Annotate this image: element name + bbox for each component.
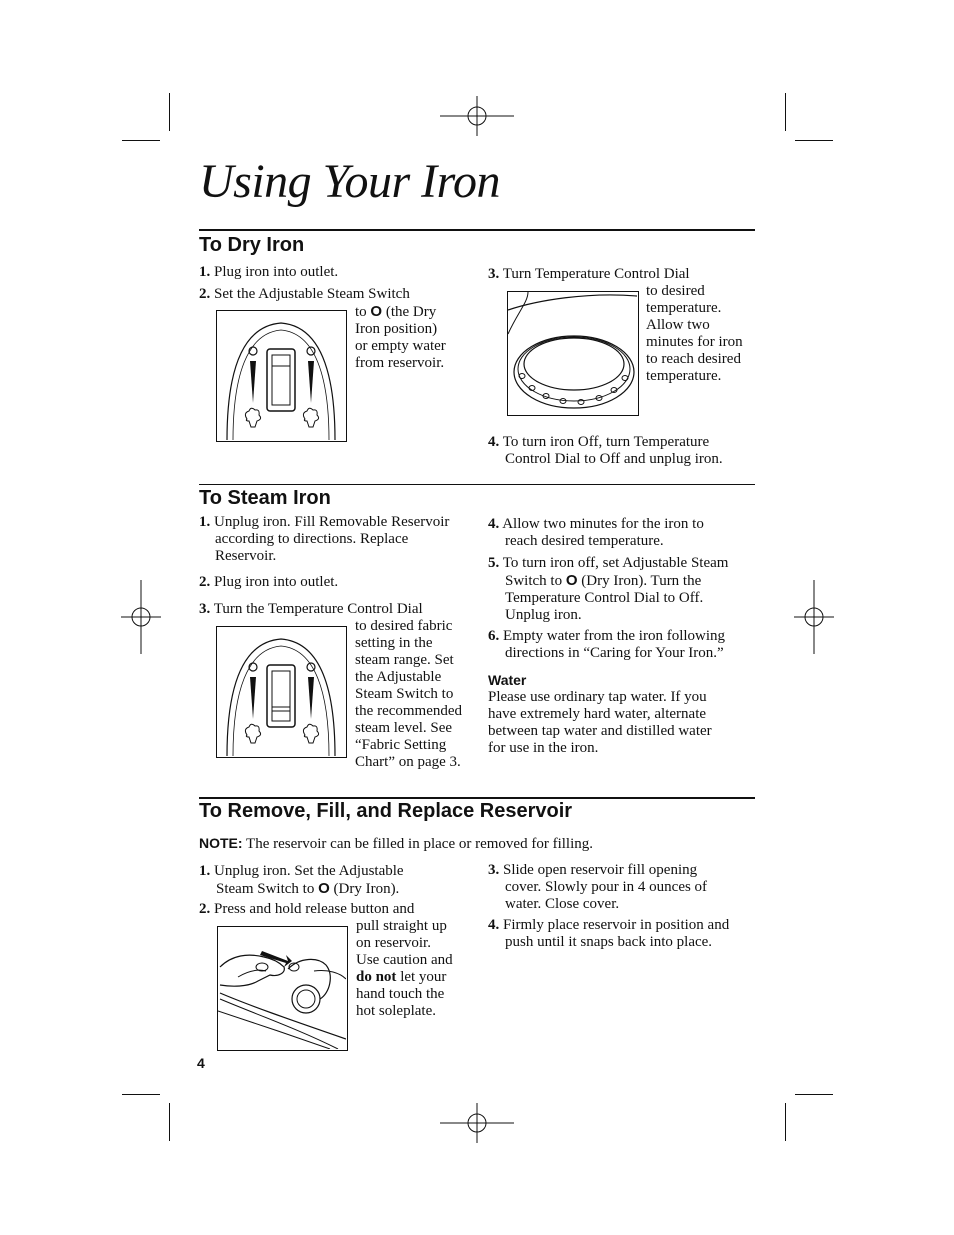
registration-mark-top xyxy=(440,96,514,136)
dry-step-2: 2. Set the Adjustable Steam Switch xyxy=(199,286,410,302)
steam-step-5: 5. To turn iron off, set Adjustable Steam Switch to O (Dry Iron). Turn the Temperature Control Dial to Off. Unplug iron. xyxy=(488,555,729,623)
page-title: Using Your Iron xyxy=(199,155,501,208)
dry-step-2-cont: to O (the Dry Iron position) or empty water from reservoir. xyxy=(355,303,446,371)
steam-iron-heading: To Steam Iron xyxy=(199,487,331,509)
dry-step-3-cont: to desired temperature. Allow two minutes for iron to reach desired temperature. xyxy=(646,283,743,384)
steam-switch-steam-illustration xyxy=(216,626,347,758)
reservoir-step-3: 3. Slide open reservoir fill opening cover. Slowly pour in 4 ounces of water. Close cover. xyxy=(488,862,708,912)
water-label: Water xyxy=(488,672,527,688)
steam-rule xyxy=(199,484,755,485)
steam-step-3: 3. Turn the Temperature Control Dial xyxy=(199,601,423,617)
reservoir-heading: To Remove, Fill, and Replace Reservoir xyxy=(199,800,573,822)
reservoir-note: NOTE: The reservoir can be filled in place or removed for filling. xyxy=(199,835,593,852)
remove-reservoir-illustration xyxy=(217,926,348,1051)
reservoir-step-2: 2. Press and hold release button and xyxy=(199,901,415,917)
registration-mark-bottom xyxy=(440,1103,514,1143)
water-text: Please use ordinary tap water. If you have extremely hard water, alternate between tap water and distilled water for use in the iron. xyxy=(488,689,712,756)
reservoir-step-4: 4. Firmly place reservoir in position and push until it snaps back into place. xyxy=(488,917,730,950)
dry-step-1: 1. Plug iron into outlet. xyxy=(199,264,339,280)
steam-step-1: 1. Unplug iron. Fill Removable Reservoir according to directions. Replace Reservoir. xyxy=(199,514,450,564)
steam-step-3-cont: to desired fabric setting in the steam range. Set the Adjustable Steam Switch to the recommended steam level. See “Fabric Setting Chart” on page 3. xyxy=(355,618,463,770)
dry-step-4: 4. To turn iron Off, turn Temperature Control Dial to Off and unplug iron. xyxy=(488,434,723,467)
steam-step-6: 6. Empty water from the iron following directions in “Caring for Your Iron.” xyxy=(488,628,726,661)
reservoir-rule xyxy=(199,797,755,799)
title-rule xyxy=(199,229,755,231)
dry-iron-heading: To Dry Iron xyxy=(199,234,305,256)
reservoir-step-2-cont: pull straight up on reservoir. Use caution and do not let your hand touch the hot soleplate. xyxy=(356,918,453,1019)
registration-mark-right xyxy=(794,580,834,654)
steam-step-2: 2. Plug iron into outlet. xyxy=(199,574,339,590)
steam-switch-dry-illustration xyxy=(216,310,347,442)
reservoir-step-1: 1. Unplug iron. Set the Adjustable Steam Switch to O (Dry Iron). xyxy=(199,863,404,897)
dry-step-3: 3. Turn Temperature Control Dial xyxy=(488,266,690,282)
temperature-dial-illustration xyxy=(507,291,639,416)
page-number: 4 xyxy=(197,1055,205,1071)
steam-step-4: 4. Allow two minutes for the iron to reach desired temperature. xyxy=(488,516,704,549)
registration-mark-left xyxy=(121,580,161,654)
